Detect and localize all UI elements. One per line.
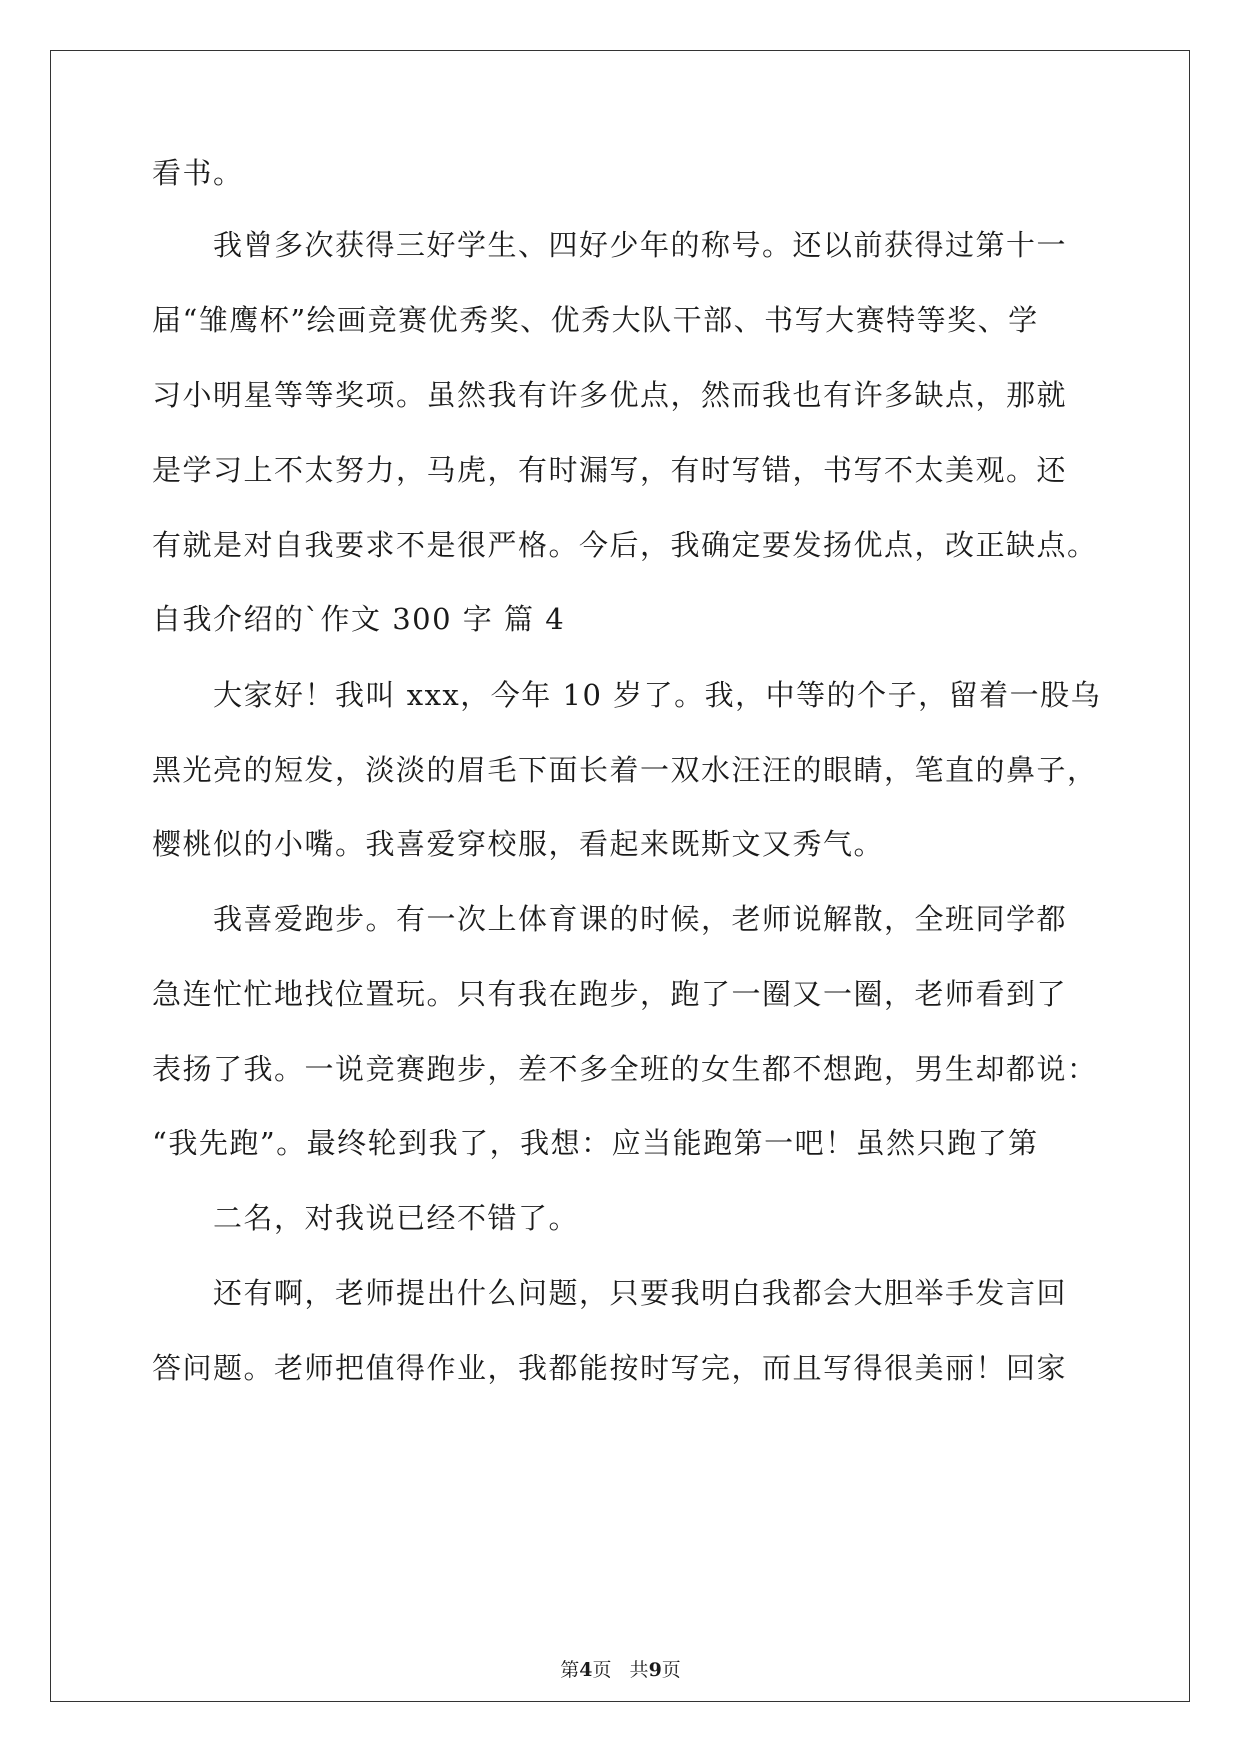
text-line: 看书。 xyxy=(152,156,244,190)
text-line: 届“雏鹰杯”绘画竞赛优秀奖、优秀大队干部、书写大赛特等奖、学 xyxy=(152,303,1039,337)
section-heading: 自我介绍的`作文 300 字 篇 4 xyxy=(152,602,566,636)
text-line: 答问题。老师把值得作业，我都能按时写完，而且写得很美丽！回家 xyxy=(152,1351,1068,1385)
text-line: 还有啊，老师提出什么问题，只要我明白我都会大胆举手发言回 xyxy=(213,1276,1068,1310)
text-line: 樱桃似的小嘴。我喜爱穿校服，看起来既斯文又秀气。 xyxy=(152,827,885,861)
footer-suffix: 页 xyxy=(661,1659,681,1681)
footer-middle: 页 共 xyxy=(592,1659,649,1681)
text-line: 大家好！我叫 xxx，今年 10 岁了。我，中等的个子，留着一股乌 xyxy=(213,678,1102,712)
text-line: 我喜爱跑步。有一次上体育课的时候，老师说解散，全班同学都 xyxy=(213,902,1068,936)
text-line: “我先跑”。最终轮到我了，我想：应当能跑第一吧！虽然只跑了第 xyxy=(152,1126,1039,1160)
text-line: 是学习上不太努力，马虎，有时漏写，有时写错，书写不太美观。还 xyxy=(152,453,1068,487)
text-line: 二名，对我说已经不错了。 xyxy=(213,1201,580,1235)
text-line: 急连忙忙地找位置玩。只有我在跑步，跑了一圈又一圈，老师看到了 xyxy=(152,977,1068,1011)
footer-prefix: 第 xyxy=(560,1659,580,1681)
text-line: 有就是对自我要求不是很严格。今后，我确定要发扬优点，改正缺点。 xyxy=(152,528,1098,562)
page-footer xyxy=(0,1658,1241,1682)
current-page-number: 4 xyxy=(579,1659,593,1681)
page-border xyxy=(50,50,1190,1702)
text-line: 表扬了我。一说竞赛跑步，差不多全班的女生都不想跑，男生却都说： xyxy=(152,1052,1098,1086)
text-line: 黑光亮的短发，淡淡的眉毛下面长着一双水汪汪的眼睛，笔直的鼻子， xyxy=(152,753,1098,787)
text-line: 我曾多次获得三好学生、四好少年的称号。还以前获得过第十一 xyxy=(213,228,1068,262)
text-line: 习小明星等等奖项。虽然我有许多优点，然而我也有许多缺点，那就 xyxy=(152,378,1068,412)
total-pages-number: 9 xyxy=(648,1659,662,1681)
